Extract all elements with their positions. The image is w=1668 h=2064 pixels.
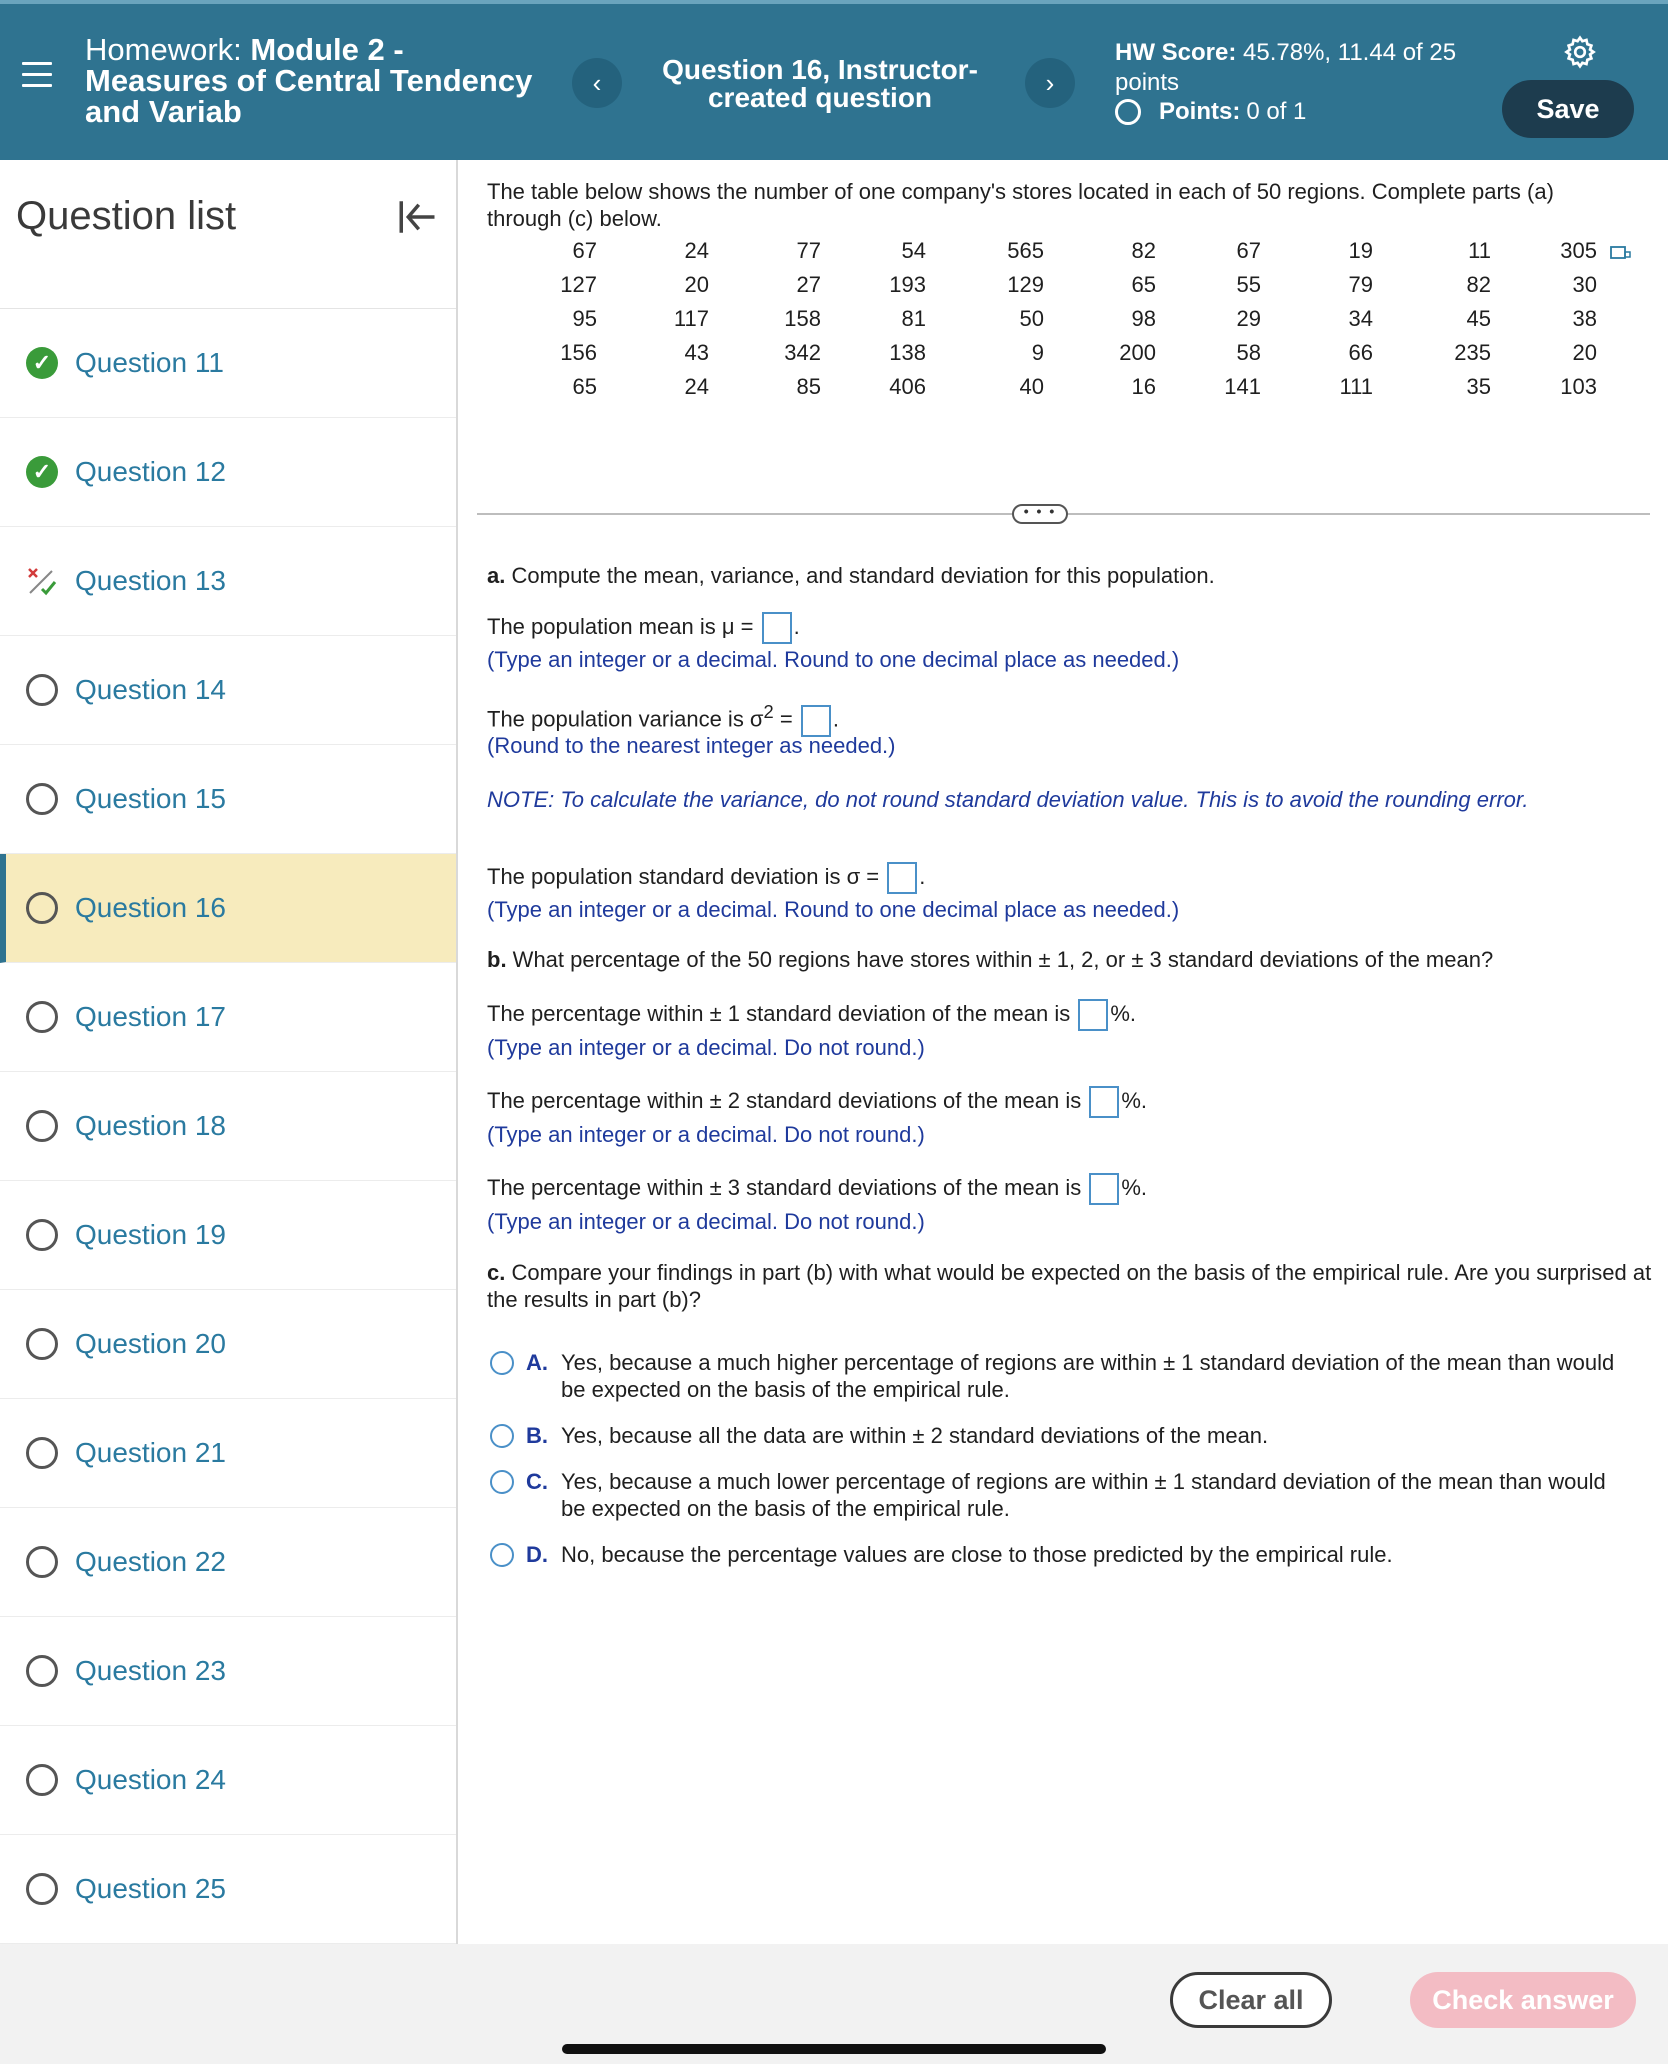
mean-hint: (Type an integer or a decimal. Round to one decimal place as needed.) <box>487 647 1180 672</box>
table-cell: 55 <box>1236 272 1261 297</box>
question-label: Question 15 <box>75 783 226 814</box>
variance-superscript: 2 <box>763 701 774 722</box>
table-cell: 111 <box>1339 374 1373 399</box>
table-cell: 65 <box>1131 272 1156 297</box>
table-cell: 34 <box>1348 306 1373 331</box>
part-c-prompt <box>487 1259 1662 1313</box>
pct1-input[interactable] <box>1078 999 1108 1031</box>
home-indicator <box>562 2044 1106 2054</box>
table-cell: 342 <box>784 340 821 365</box>
mean-input[interactable] <box>762 612 792 644</box>
mean-label: The population mean is μ = <box>487 613 754 639</box>
question-label: Question 13 <box>75 565 226 596</box>
gear-icon[interactable] <box>1562 34 1598 70</box>
question-title: Question 16, Instructor-created question <box>662 54 978 113</box>
sidebar-item-question-21[interactable] <box>0 1399 456 1508</box>
part-c-text: Compare your findings in part (b) with what would be expected on the basis of the empirical rule. Are you surprised at the results in part (b)? <box>487 1260 1652 1312</box>
period: . <box>919 863 926 889</box>
table-cell: 30 <box>1572 272 1597 297</box>
part-b-label: b. <box>487 947 507 972</box>
choice-a[interactable] <box>490 1349 1630 1405</box>
question-list-title: Question list <box>16 194 237 238</box>
table-cell: 95 <box>572 306 597 331</box>
empty-circle-icon <box>26 1873 58 1905</box>
table-cell: 565 <box>1007 238 1044 263</box>
sidebar-item-question-25[interactable] <box>0 1835 456 1944</box>
table-cell: 79 <box>1348 272 1373 297</box>
choice-text: Yes, because a much higher percentage of regions are within ± 1 standard deviation of the mean than would be expected on the basis of the empirical rule. <box>561 1350 1615 1402</box>
percent-suffix: %. <box>1121 1174 1148 1200</box>
choice-letter: B. <box>526 1423 548 1448</box>
pct2-input[interactable] <box>1089 1086 1119 1118</box>
points-value: 0 of 1 <box>1246 98 1307 125</box>
table-row <box>487 234 1597 268</box>
table-cell: 141 <box>1224 374 1261 399</box>
sidebar-item-question-18[interactable] <box>0 1072 456 1181</box>
sidebar-item-question-20[interactable] <box>0 1290 456 1399</box>
table-cell: 35 <box>1466 374 1491 399</box>
clear-all-button[interactable]: Clear all <box>1170 1972 1332 2028</box>
empty-circle-icon <box>26 892 58 924</box>
variance-line <box>487 698 839 737</box>
table-cell: 40 <box>1019 374 1044 399</box>
check-icon: ✓ <box>26 347 58 379</box>
question-label: Question 23 <box>75 1655 226 1686</box>
table-cell: 50 <box>1019 306 1044 331</box>
question-label: Question 21 <box>75 1437 226 1468</box>
choice-b[interactable] <box>490 1422 1630 1452</box>
part-b-text: What percentage of the 50 regions have stores within ± 1, 2, or ± 3 standard deviations of the mean? <box>506 947 1494 972</box>
percent-suffix: %. <box>1110 1000 1137 1026</box>
table-cell: 129 <box>1007 272 1044 297</box>
sidebar-item-question-13[interactable] <box>0 527 456 636</box>
menu-icon[interactable] <box>22 62 52 90</box>
check-answer-button[interactable]: Check answer <box>1410 1972 1636 2028</box>
save-button[interactable]: Save <box>1502 80 1634 138</box>
hw-score-value: 45.78%, 11.44 of 25 points <box>1115 39 1457 96</box>
choice-text: Yes, because a much lower percentage of regions are within ± 1 standard deviation of the mean than would be expected on the basis of the empirical rule. <box>561 1469 1606 1521</box>
next-question-button[interactable]: › <box>1025 58 1075 108</box>
footer-bar <box>0 1944 1668 2064</box>
table-cell: 103 <box>1560 374 1597 399</box>
table-cell: 305 <box>1560 238 1597 263</box>
empty-circle-icon <box>26 1546 58 1578</box>
part-c-label: c. <box>487 1260 506 1285</box>
part-a-text: Compute the mean, variance, and standard deviation for this population. <box>505 563 1215 588</box>
sd-label: The population standard deviation is σ = <box>487 863 880 889</box>
table-cell: 19 <box>1348 238 1373 263</box>
choice-text: Yes, because all the data are within ± 2 standard deviations of the mean. <box>561 1423 1269 1448</box>
pct3-line <box>487 1173 1147 1205</box>
empty-circle-icon <box>26 1001 58 1033</box>
empty-circle-icon <box>26 1764 58 1796</box>
empty-circle-icon <box>26 1219 58 1251</box>
table-cell: 156 <box>560 340 597 365</box>
question-label: Question 11 <box>75 347 224 378</box>
sidebar-item-question-14[interactable] <box>0 636 456 745</box>
table-cell: 54 <box>901 238 926 263</box>
pct3-hint: (Type an integer or a decimal. Do not round.) <box>487 1209 925 1234</box>
table-cell: 127 <box>560 272 597 297</box>
empty-circle-icon <box>26 783 58 815</box>
sidebar-item-question-15[interactable] <box>0 745 456 854</box>
table-row <box>487 370 1597 404</box>
pct2-line <box>487 1086 1147 1118</box>
partial-credit-icon <box>26 565 58 597</box>
period: . <box>832 706 839 732</box>
table-cell: 20 <box>1572 340 1597 365</box>
variance-hint: (Round to the nearest integer as needed.) <box>487 733 896 758</box>
table-cell: 67 <box>1236 238 1261 263</box>
table-cell: 20 <box>684 272 709 297</box>
sd-input[interactable] <box>887 862 917 894</box>
table-cell: 158 <box>784 306 821 331</box>
question-label: Question 25 <box>75 1873 226 1904</box>
pct1-hint: (Type an integer or a decimal. Do not round.) <box>487 1035 925 1060</box>
table-cell: 193 <box>889 272 926 297</box>
sidebar-item-question-22[interactable] <box>0 1508 456 1617</box>
radio-button[interactable] <box>490 1543 514 1567</box>
table-cell: 138 <box>889 340 926 365</box>
sd-hint: (Type an integer or a decimal. Round to one decimal place as needed.) <box>487 897 1180 922</box>
sidebar-item-question-11[interactable] <box>0 309 456 418</box>
sidebar-item-question-23[interactable] <box>0 1617 456 1726</box>
part-b-prompt <box>487 946 1493 973</box>
homework-title <box>85 34 555 127</box>
question-label: Question 12 <box>75 456 226 487</box>
table-cell: 235 <box>1454 340 1491 365</box>
question-label: Question 17 <box>75 1001 226 1032</box>
variance-equals: = <box>773 706 793 732</box>
sidebar-item-question-19[interactable] <box>0 1181 456 1290</box>
table-row <box>487 302 1597 336</box>
radio-button[interactable] <box>490 1470 514 1494</box>
table-row <box>487 268 1597 302</box>
table-cell: 24 <box>684 374 709 399</box>
choice-letter: D. <box>526 1542 548 1567</box>
table-cell: 77 <box>796 238 821 263</box>
sidebar-item-question-17[interactable] <box>0 963 456 1072</box>
pct2-hint: (Type an integer or a decimal. Do not round.) <box>487 1122 925 1147</box>
choice-c[interactable] <box>490 1468 1630 1524</box>
question-label: Question 14 <box>75 674 226 705</box>
table-cell: 81 <box>901 306 926 331</box>
check-icon: ✓ <box>26 456 58 488</box>
empty-circle-icon <box>26 1655 58 1687</box>
pct3-input[interactable] <box>1089 1173 1119 1205</box>
table-cell: 58 <box>1236 340 1261 365</box>
question-label: Question 16 <box>75 892 226 923</box>
question-label: Question 18 <box>75 1110 226 1141</box>
question-label: Question 22 <box>75 1546 226 1577</box>
question-label: Question 19 <box>75 1219 226 1250</box>
table-cell: 82 <box>1466 272 1491 297</box>
choice-d[interactable] <box>490 1541 1630 1571</box>
table-cell: 24 <box>684 238 709 263</box>
homework-label: Homework: <box>85 32 251 67</box>
table-cell: 43 <box>684 340 709 365</box>
table-row <box>487 336 1597 370</box>
top-bar <box>0 0 1668 160</box>
percent-suffix: %. <box>1121 1087 1148 1113</box>
variance-label: The population variance is σ <box>487 706 764 732</box>
more-options-button[interactable]: • • • <box>1012 504 1068 524</box>
hw-score-label: HW Score: <box>1115 39 1237 66</box>
sidebar-item-question-12[interactable] <box>0 418 456 527</box>
table-cell: 66 <box>1348 340 1373 365</box>
collapse-sidebar-icon[interactable] <box>396 196 438 238</box>
points-status <box>1115 98 1306 126</box>
choice-letter: C. <box>526 1469 548 1494</box>
radio-button[interactable] <box>490 1424 514 1448</box>
hw-score <box>1115 38 1475 98</box>
table-cell: 98 <box>1131 306 1156 331</box>
table-cell: 406 <box>889 374 926 399</box>
table-cell: 38 <box>1572 306 1597 331</box>
question-intro: The table below shows the number of one company's stores located in each of 50 regions. Complete parts (a) through (c) below. <box>487 179 1554 231</box>
table-cell: 85 <box>796 374 821 399</box>
copy-table-icon[interactable] <box>1610 244 1632 260</box>
homework-name: Module 2 - Measures of Central Tendency and Variab <box>85 32 533 129</box>
table-cell: 65 <box>572 374 597 399</box>
points-circle-icon <box>1115 99 1141 125</box>
previous-question-button[interactable]: ‹ <box>572 58 622 108</box>
table-cell: 29 <box>1236 306 1261 331</box>
question-label: Question 20 <box>75 1328 226 1359</box>
table-cell: 200 <box>1119 340 1156 365</box>
table-cell: 9 <box>1031 340 1044 365</box>
data-table <box>487 234 1597 404</box>
period: . <box>793 613 800 639</box>
question-label: Question 24 <box>75 1764 226 1795</box>
variance-note: NOTE: To calculate the variance, do not round standard deviation value. This is to avoid the rounding error. <box>487 787 1529 812</box>
table-cell: 27 <box>796 272 821 297</box>
points-label: Points: <box>1159 98 1241 125</box>
table-cell: 16 <box>1131 374 1156 399</box>
sidebar-item-question-16[interactable] <box>0 854 456 963</box>
question-list-sidebar <box>0 160 458 1944</box>
table-cell: 11 <box>1468 238 1491 263</box>
empty-circle-icon <box>26 1110 58 1142</box>
part-a-label: a. <box>487 563 506 588</box>
choice-letter: A. <box>526 1350 548 1375</box>
pct2-label: The percentage within ± 2 standard deviations of the mean is <box>487 1087 1082 1113</box>
pct1-label: The percentage within ± 1 standard deviation of the mean is <box>487 1000 1071 1026</box>
sd-line <box>487 862 925 894</box>
radio-button[interactable] <box>490 1351 514 1375</box>
table-cell: 45 <box>1466 306 1491 331</box>
table-cell: 117 <box>673 306 709 331</box>
empty-circle-icon <box>26 1328 58 1360</box>
part-a-prompt <box>487 562 1215 589</box>
mean-line <box>487 612 800 644</box>
table-cell: 82 <box>1131 238 1156 263</box>
table-cell: 67 <box>572 238 597 263</box>
pct3-label: The percentage within ± 3 standard deviations of the mean is <box>487 1174 1082 1200</box>
empty-circle-icon <box>26 674 58 706</box>
sidebar-item-question-24[interactable] <box>0 1726 456 1835</box>
choice-text: No, because the percentage values are close to those predicted by the empirical rule. <box>561 1542 1393 1567</box>
pct1-line <box>487 999 1136 1031</box>
empty-circle-icon <box>26 1437 58 1469</box>
